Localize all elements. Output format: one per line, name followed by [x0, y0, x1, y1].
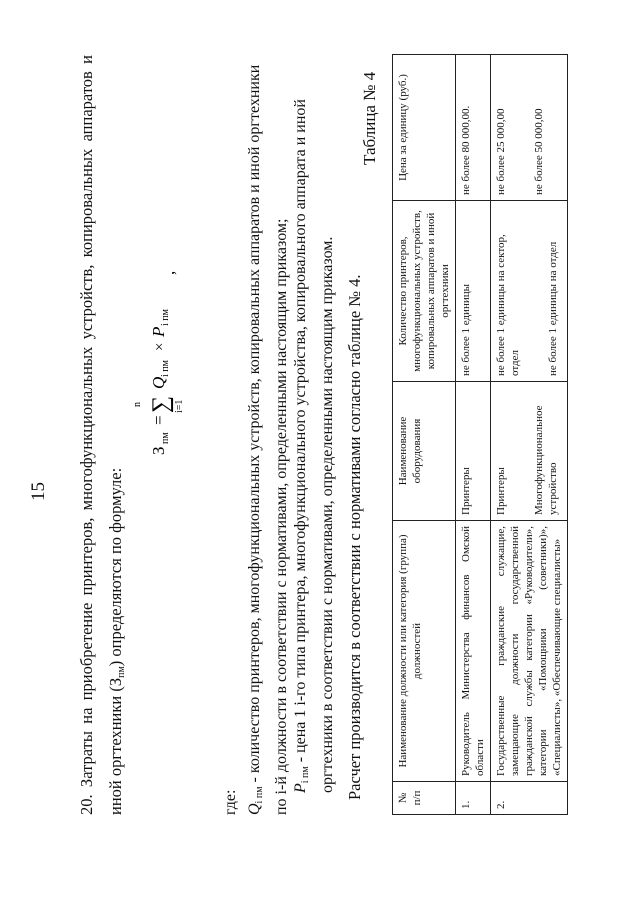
formula-comma: ,: [159, 270, 178, 275]
definition-p: [290, 33, 339, 793]
row-2-equipment-mfd: Многофункциональное устройство: [533, 405, 559, 515]
norms-table: [392, 54, 568, 815]
definition-q-symbol: Q: [246, 803, 263, 815]
definition-p-subscript: i пм: [300, 766, 311, 784]
formula-q: Q: [149, 376, 168, 389]
formula-p-subscript: i пм: [160, 309, 171, 326]
formula-sum-sign: ∑: [148, 395, 174, 413]
table-caption: Таблица № 4: [360, 71, 379, 165]
definition-p-text: - цена 1 i-го типа принтера, многофункционального устройства, копировального аппарата и иной оргтехники в соответствии с нормативами, определенными настоящим приказом.: [292, 99, 336, 793]
definition-p-symbol: P: [292, 783, 309, 793]
row-2-price-mfd: не более 50 000,00: [533, 108, 545, 195]
formula-times: ×: [152, 342, 168, 351]
row-1-position: Руководитель Министерства финансов Омской области: [456, 521, 491, 782]
calculation-note: Расчет производится в соответствии с нормативами согласно таблице № 4.: [345, 274, 364, 800]
formula-sum-lower: i=1: [174, 399, 185, 413]
row-1-quantity: не более 1 единицы: [456, 201, 491, 382]
formula-equals: =: [149, 415, 168, 425]
row-2-quantity: [491, 201, 568, 382]
table-row: [491, 55, 568, 815]
definition-q-text: - количество принтеров, многофункциональных устройств, копировальных аппаратов и иной оргтехники по i-й должности в соответствии с нормативами, определенными настоящим приказом;: [246, 64, 290, 815]
header-position: Наименование должности или категория (группа) должностей: [393, 521, 456, 782]
header-number: № п/п: [393, 782, 456, 815]
row-2-number: 2.: [491, 782, 568, 815]
row-2-price: [491, 55, 568, 201]
paragraph-20: [72, 55, 136, 815]
row-2-equipment-printers: Принтеры: [495, 467, 507, 515]
formula-sum-upper: n: [132, 402, 143, 407]
table-row: [456, 55, 491, 815]
row-2-position: Государственные гражданские служащие, замещающие должности государственной гражданской службы категории «Руководители», категории «Помощники (советники)», «Специалисты», «Обеспечивающие специалисты»: [491, 521, 568, 782]
paragraph-20-text-end: ) определяются по формуле:: [106, 467, 125, 667]
row-2-quantity-printers: не более 1 единицы на сектор, отдел: [495, 234, 521, 376]
row-2-quantity-mfd: не более 1 единицы на отдел: [547, 241, 559, 376]
formula-graphic: [128, 215, 188, 455]
row-2-equipment: [491, 382, 568, 521]
row-1-price: не более 80 000,00.: [456, 55, 491, 201]
header-quantity: Количество принтеров, многофункциональных устройств, копировальных аппаратов и иной оргтехники: [393, 201, 456, 382]
table-header-row: [393, 55, 456, 815]
paragraph-20-symbol-subscript: пм: [116, 666, 127, 678]
row-1-equipment: Принтеры: [456, 382, 491, 521]
formula-q-subscript: i пм: [160, 360, 171, 377]
paragraph-20-text: 20. Затраты на приобретение принтеров, многофункциональных устройств, копировальных аппаратов и иной оргтехники (З: [77, 55, 125, 815]
formula-lhs: З: [149, 446, 168, 455]
formula-p: P: [149, 326, 168, 337]
definition-q: [244, 45, 293, 815]
cost-formula: [128, 215, 188, 455]
page-number: 15: [28, 482, 49, 501]
where-label: где:: [222, 789, 239, 815]
header-equipment: Наименование оборудования: [393, 382, 456, 521]
row-1-number: 1.: [456, 782, 491, 815]
row-2-price-printers: не более 25 000,00: [495, 108, 507, 195]
formula-lhs-subscript: пм: [160, 432, 171, 444]
definition-q-subscript: i пм: [254, 786, 265, 804]
header-price: Цена за единицу (руб.): [393, 55, 456, 201]
